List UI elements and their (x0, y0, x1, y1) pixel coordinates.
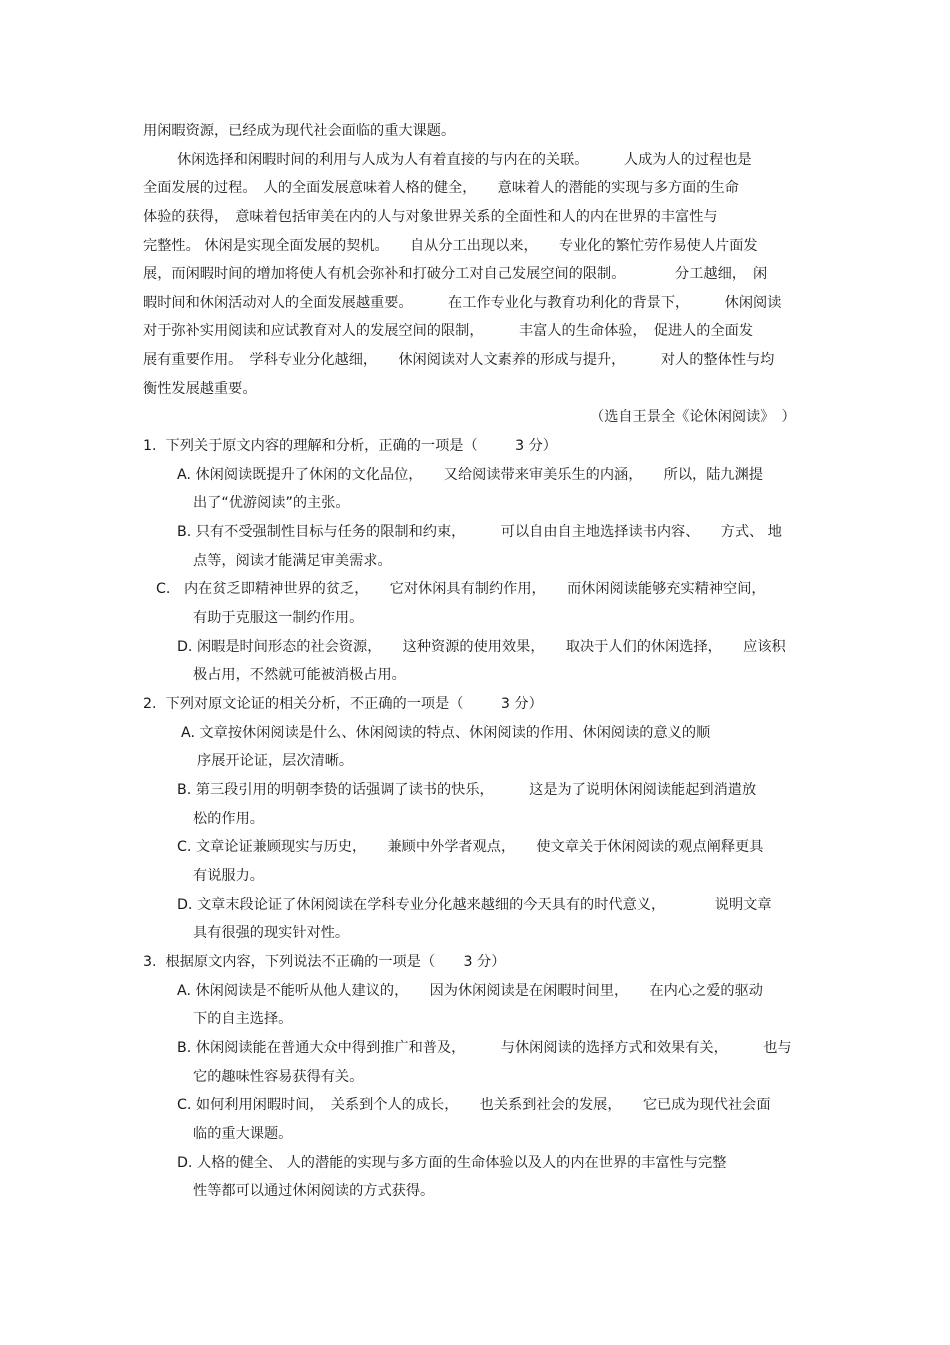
q1-option-b-cont: 点等，阅读才能满足审美需求。 (193, 553, 392, 569)
q3-option-b-cont: 它的趣味性容易获得有关。 (193, 1069, 364, 1085)
q3-option-a-cont: 下的自主选择。 (193, 1011, 293, 1027)
question-stem-3: 3. 根据原文内容，下列说法不正确的一项是（ 3 分） (143, 954, 506, 970)
q1-option-a: A. 休闲阅读既提升了休闲的文化品位， 又给阅读带来审美乐生的内涵， 所以，陆九渊提 (177, 467, 763, 483)
passage-line: 暇时间和休闲活动对人的全面发展越重要。 在工作专业化与教育功利化的背景下， 休闲阅读 (143, 295, 782, 311)
passage-line: 衡性发展越重要。 (143, 381, 257, 397)
q3-option-b: B. 休闲阅读能在普通大众中得到推广和普及， 与休闲阅读的选择方式和效果有关， 也与 (177, 1040, 792, 1056)
q3-option-c: C. 如何利用闲暇时间， 关系到个人的成长， 也关系到社会的发展， 它已成为现代社会面 (177, 1097, 771, 1113)
q2-option-a: A. 文章按休闲阅读是什么、休闲阅读的特点、休闲阅读的作用、休闲阅读的意义的顺 (181, 725, 711, 741)
passage-source: （选自王景全《论休闲阅读》 ） (590, 409, 796, 425)
q1-option-d-cont: 极占用，不然就可能被消极占用。 (193, 667, 406, 683)
q2-option-c-cont: 有说服力。 (193, 868, 264, 884)
passage-line: 用闲暇资源，已经成为现代社会面临的重大课题。 (143, 123, 456, 139)
q2-option-a-cont: 序展开论证，层次清晰。 (197, 753, 354, 769)
q1-option-c-cont: 有助于克服这一制约作用。 (193, 610, 364, 626)
q2-option-b-cont: 松的作用。 (193, 811, 264, 827)
q1-option-b: B. 只有不受强制性目标与任务的限制和约束， 可以自由自主地选择读书内容、 方式、 地 (177, 524, 782, 540)
passage-line: 全面发展的过程。 人的全面发展意味着人格的健全， 意味着人的潜能的实现与多方面的生命 (143, 180, 739, 196)
question-stem-1: 1. 下列关于原文内容的理解和分析，正确的一项是（ 3 分） (143, 438, 557, 454)
q2-option-c: C. 文章论证兼顾现实与历史， 兼顾中外学者观点， 使文章关于休闲阅读的观点阐释更具 (177, 839, 764, 855)
q3-option-d: D. 人格的健全、 人的潜能的实现与多方面的生命体验以及人的内在世界的丰富性与完整 (177, 1155, 727, 1171)
q3-option-c-cont: 临的重大课题。 (193, 1126, 293, 1142)
q3-option-d-cont: 性等都可以通过休闲阅读的方式获得。 (193, 1183, 435, 1199)
passage-line: 休闲选择和闲暇时间的利用与人成为人有着直接的与内在的关联。 人成为人的过程也是 (177, 152, 752, 168)
passage-line: 展有重要作用。 学科专业分化越细， 休闲阅读对人文素养的形成与提升， 对人的整体性与均 (143, 352, 775, 368)
q1-option-c: C. 内在贫乏即精神世界的贫乏， 它对休闲具有制约作用， 而休闲阅读能够充实精神空间， (156, 581, 766, 597)
q2-option-d: D. 文章末段论证了休闲阅读在学科专业分化越来越细的今天具有的时代意义， 说明文章 (177, 897, 772, 913)
passage-line: 完整性。 休闲是实现全面发展的契机。 自从分工出现以来， 专业化的繁忙劳作易使人片面发 (143, 238, 758, 254)
q2-option-d-cont: 具有很强的现实针对性。 (193, 925, 350, 941)
question-stem-2: 2. 下列对原文论证的相关分析，不正确的一项是（ 3 分） (143, 696, 543, 712)
passage-line: 对于弥补实用阅读和应试教育对人的发展空间的限制， 丰富人的生命体验， 促进人的全面发 (143, 323, 754, 339)
q1-option-d: D. 闲暇是时间形态的社会资源， 这种资源的使用效果， 取决于人们的休闲选择， 应该积 (177, 639, 786, 655)
q3-option-a: A. 休闲阅读是不能听从他人建议的， 因为休闲阅读是在闲暇时间里， 在内心之爱的驱动 (177, 983, 763, 999)
q2-option-b: B. 第三段引用的明朝李贽的话强调了读书的快乐， 这是为了说明休闲阅读能起到消遣放 (177, 782, 757, 798)
passage-line: 体验的获得， 意味着包括审美在内的人与对象世界关系的全面性和人的内在世界的丰富性与 (143, 209, 718, 225)
passage-line: 展，而闲暇时间的增加将使人有机会弥补和打破分工对自己发展空间的限制。 分工越细， 闲 (143, 266, 768, 282)
q1-option-a-cont: 出了“优游阅读”的主张。 (193, 495, 350, 511)
